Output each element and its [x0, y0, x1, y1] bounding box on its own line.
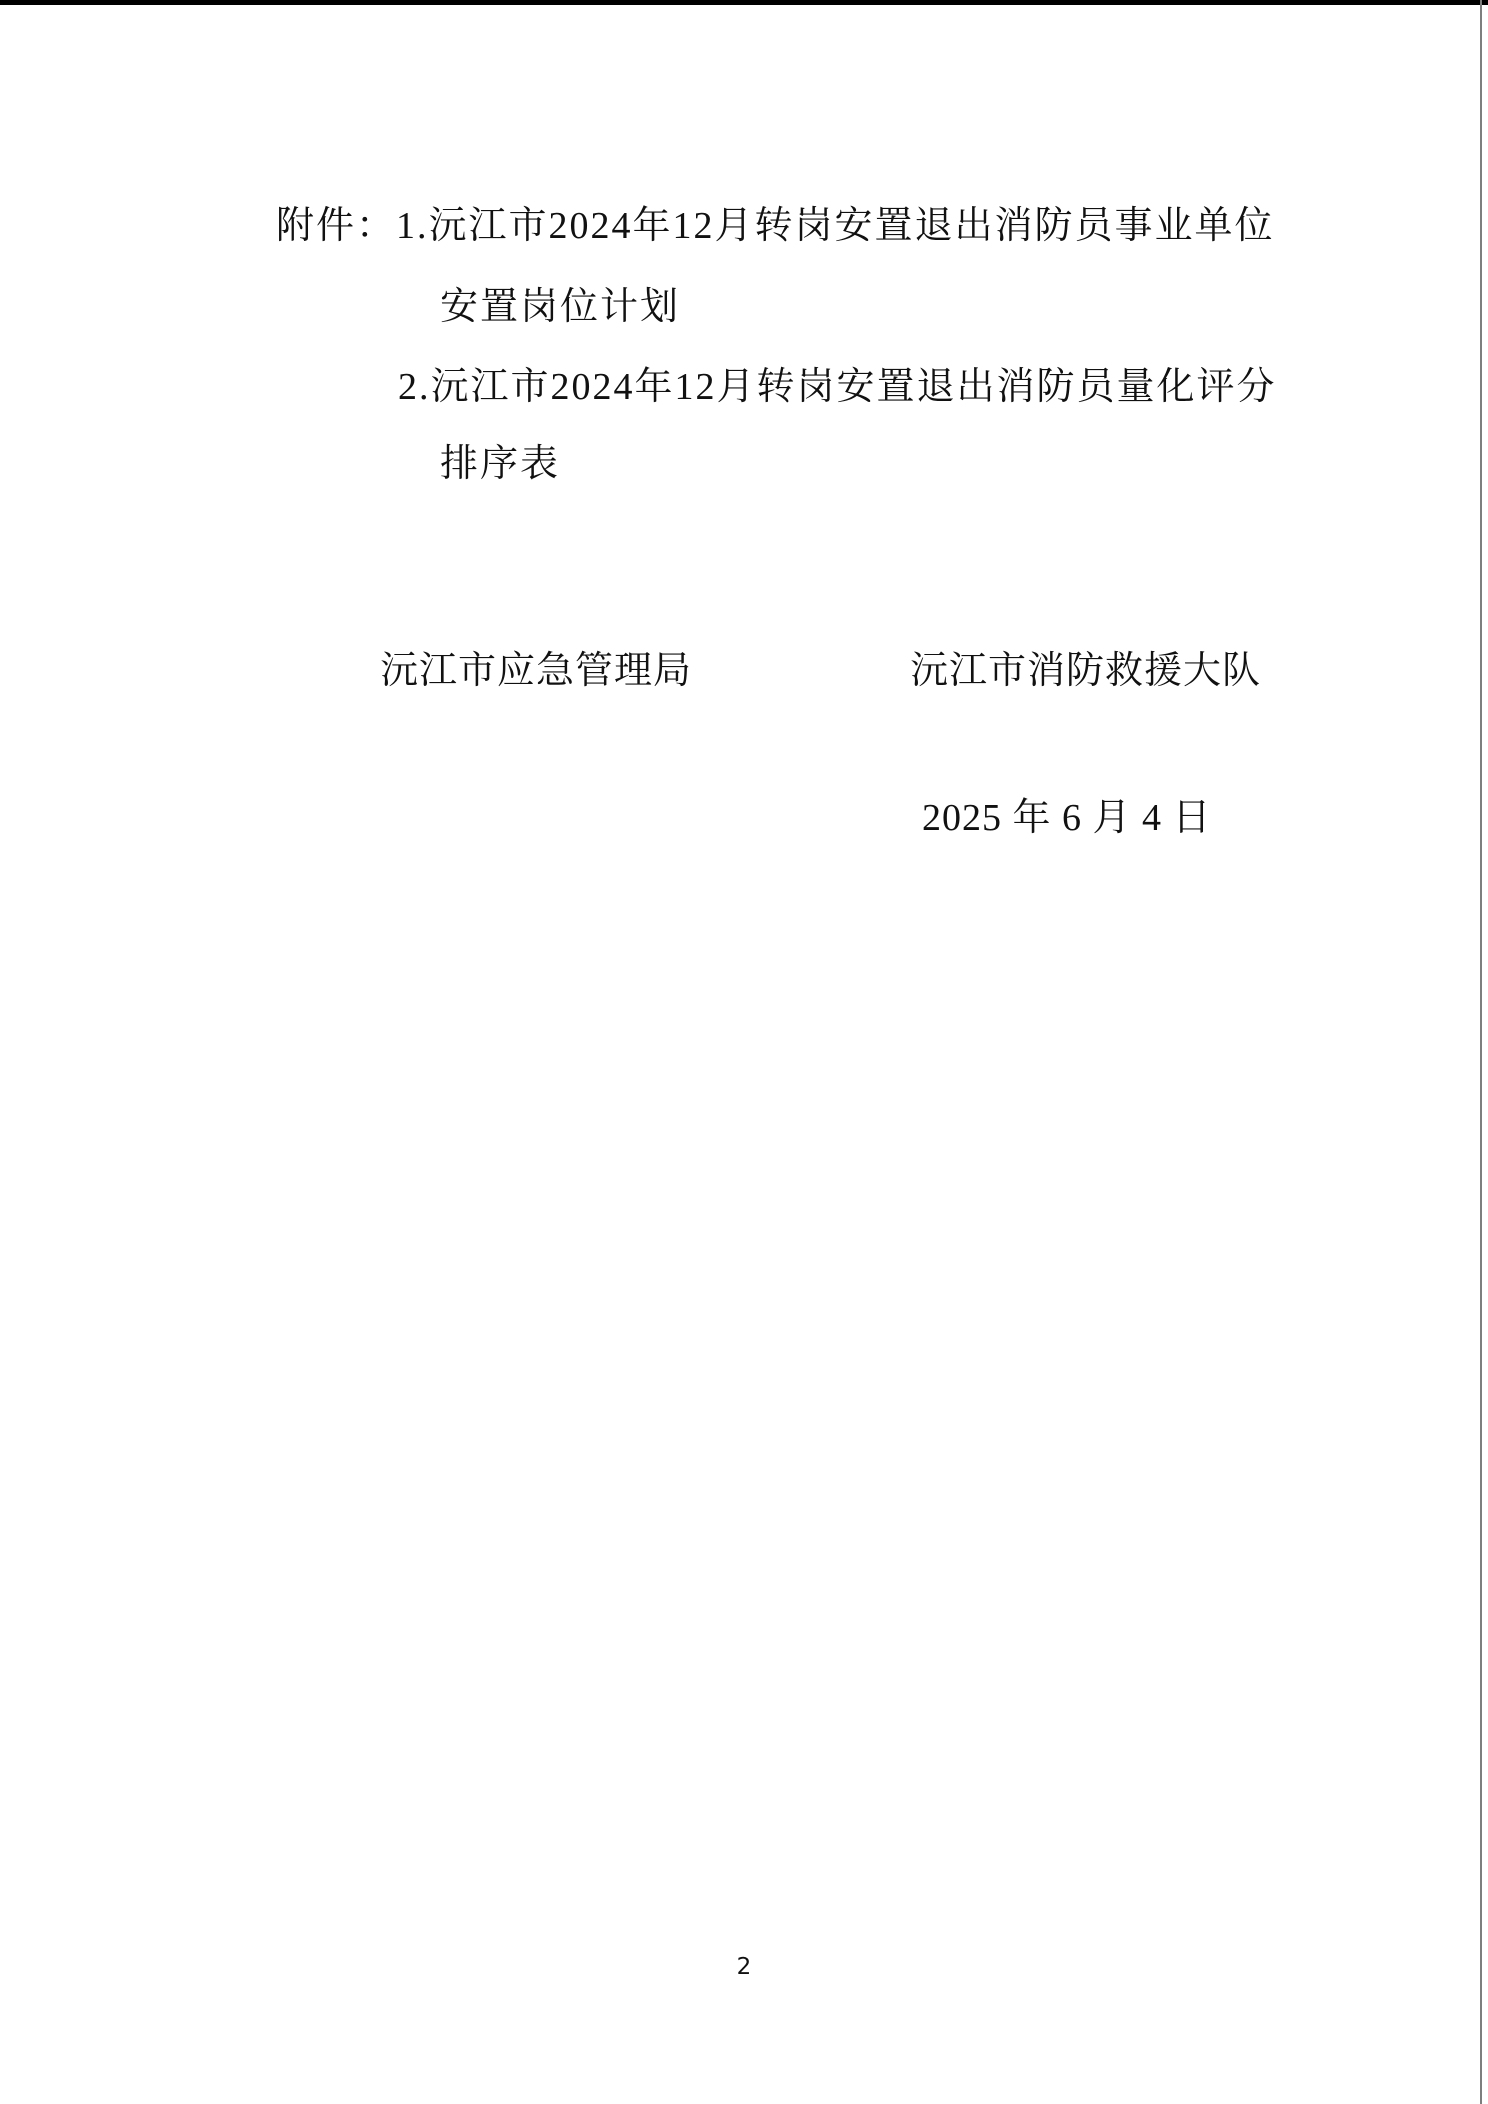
page-number: 2 [736, 1954, 752, 1980]
attachment-list-line-4: 排序表 [440, 443, 561, 485]
issuer-agency-left: 沅江市应急管理局 [380, 650, 693, 692]
attachment-list-line-3: 2.沅江市2024年12月转岗安置退出消防员量化评分 [398, 366, 1277, 408]
attachment-list-line-2: 安置岗位计划 [440, 286, 681, 328]
scan-edge-top [0, 0, 1488, 5]
scan-edge-right [1480, 0, 1482, 2104]
issuer-agency-right: 沅江市消防救援大队 [910, 650, 1262, 692]
document-date: 2025 年 6 月 4 日 [922, 797, 1212, 839]
attachment-list-line-1: 附件：1.沅江市2024年12月转岗安置退出消防员事业单位 [276, 205, 1275, 247]
